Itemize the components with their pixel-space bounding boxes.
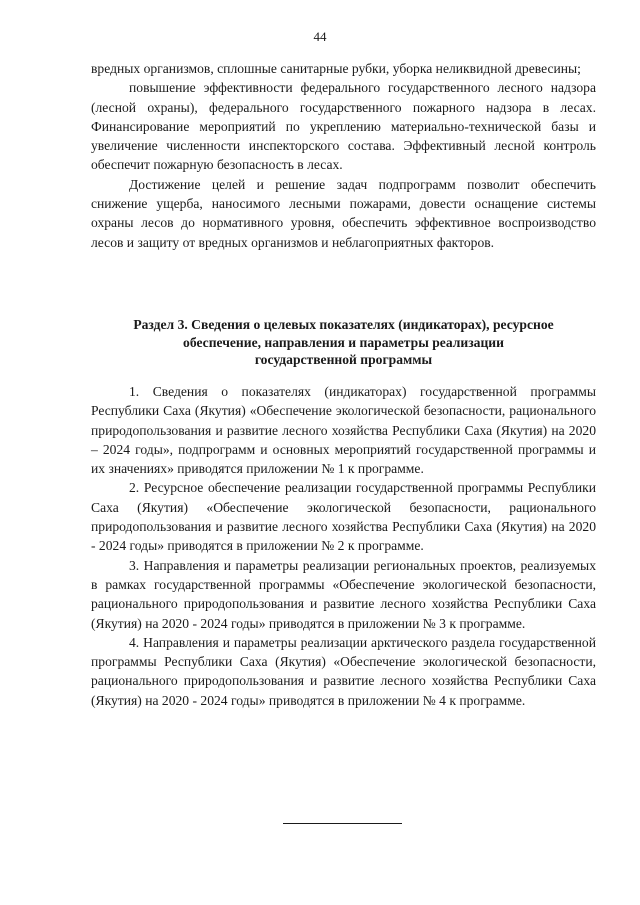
section-heading	[91, 316, 596, 369]
section-heading-line: обеспечение, направления и параметры реализации	[183, 334, 504, 350]
numbered-paragraph: 3. Направления и параметры реализации региональных проектов, реализуемых в рамках государственной программы «Обеспечение экологической безопасности, рационального природопользования и развитие лесного хозяйства Республики Саха (Якутия) на 2020 - 2024 годы» приводятся в приложении № 3 к программе.	[91, 557, 596, 631]
intro-paragraph: вредных организмов, сплошные санитарные рубки, уборка неликвидной древесины;	[91, 61, 581, 76]
numbered-paragraph: 1. Сведения о показателях (индикаторах) государственной программы Республики Саха (Якутия) «Обеспечение экологической безопасности, рационального природопользования и развитие лесного хозяйства Республики Саха (Якутия) на 2020 – 2024 годы», подпрограмм и основных мероприятий государственной программы и их значениях» приводятся приложении № 1 к программе.	[91, 384, 596, 477]
numbered-paragraph: 2. Ресурсное обеспечение реализации государственной программы Республики Саха (Якутия) «Обеспечение экологической безопасности, рационального природопользования и развитие лесного хозяйства Республики Саха (Якутия) на 2020 - 2024 годы» приводятся в приложении № 2 к программе.	[91, 480, 596, 554]
numbered-paragraph: 4. Направления и параметры реализации арктического раздела государственной программы Республики Саха (Якутия) «Обеспечение экологической безопасности, рационального природопользования и развитие лесного хозяйства Республики Саха (Якутия) на 2020 - 2024 годы» приводятся в приложении № 4 к программе.	[91, 634, 596, 708]
section-heading-line: Раздел 3. Сведения о целевых показателях (индикаторах), ресурсное	[133, 317, 554, 332]
section-heading-line: государственной программы	[254, 352, 433, 367]
end-separator-line	[283, 823, 402, 824]
intro-paragraph: Достижение целей и решение задач подпрограмм позволит обеспечить снижение ущерба, наносимого лесными пожарами, довести оснащение системы охраны лесов до нормативного уровня, обеспечить эффективное воспроизводство лесов и защиту от вредных организмов и неблагоприятных факторов.	[91, 176, 596, 250]
intro-text	[91, 59, 596, 252]
section-body	[91, 382, 596, 710]
intro-paragraph: повышение эффективности федерального государственного лесного надзора (лесной охраны), федерального государственного пожарного надзора в лесах. Финансирование мероприятий по укреплению материально-технической базы и увеличение численности инспекторского состава. Эффективный лесной контроль обеспечит пожарную безопасность в лесах.	[91, 80, 596, 173]
page-number: 44	[313, 29, 327, 44]
